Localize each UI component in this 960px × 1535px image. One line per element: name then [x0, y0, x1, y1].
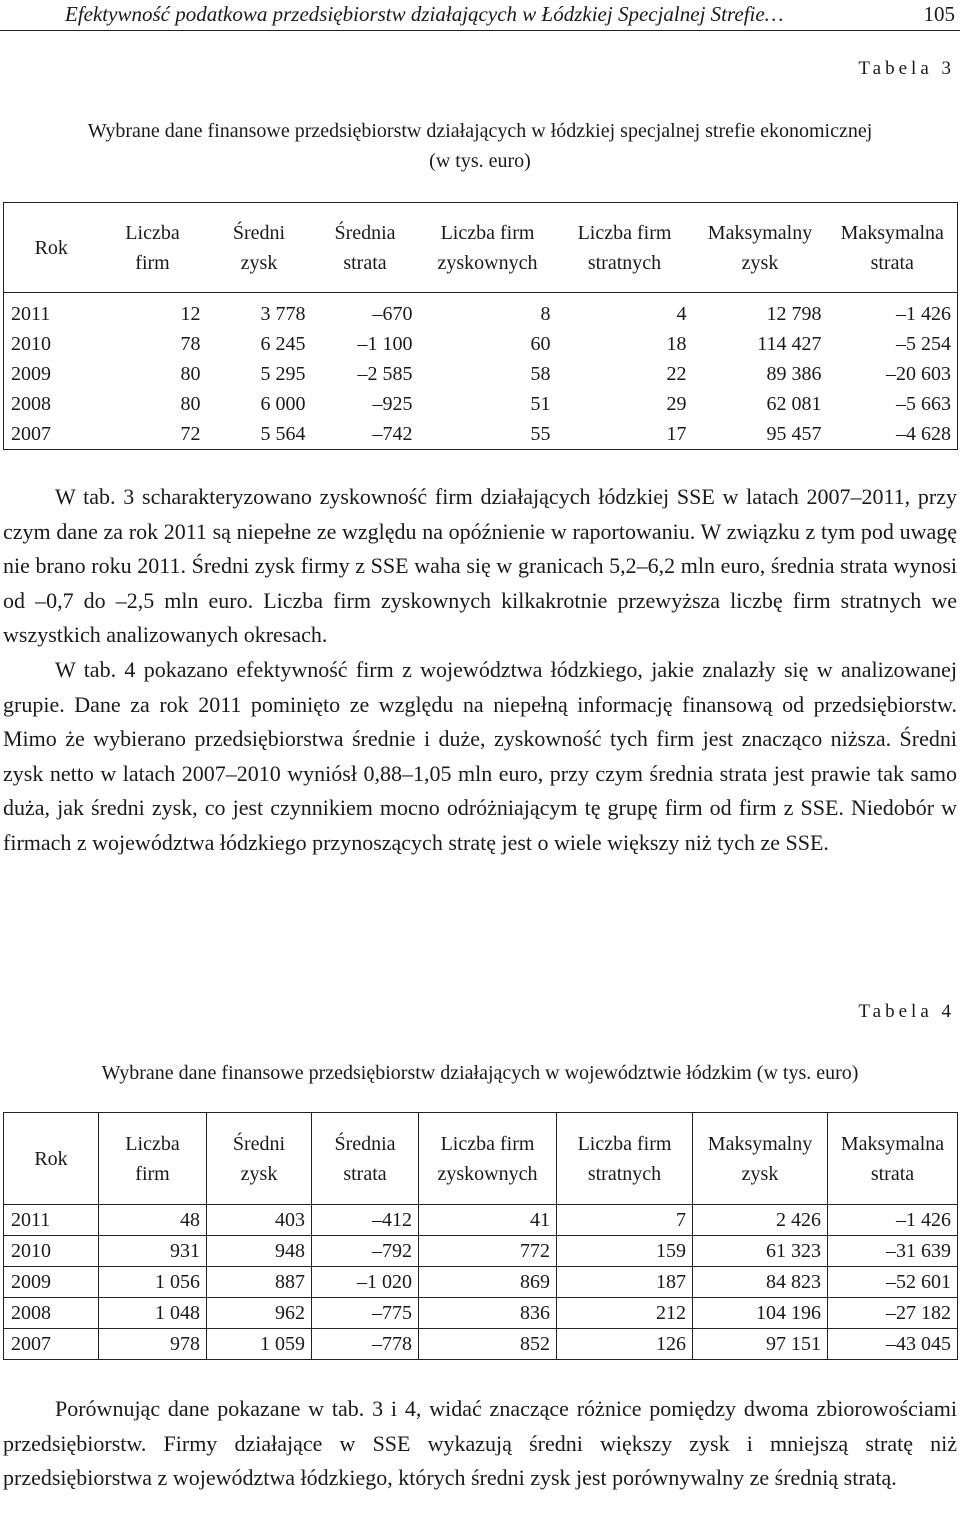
table-row [4, 1329, 958, 1360]
value-cell: 97 151 [693, 1329, 828, 1360]
column-header [693, 203, 828, 293]
column-header-line2: stratnych [587, 251, 662, 274]
value-cell: 836 [419, 1298, 557, 1329]
value-cell: 5 295 [260, 363, 306, 385]
year-cell: 2008 [11, 393, 51, 415]
running-title: Efektywność podatkowa przedsiębiorstw działających w Łódzkiej Specjalnej Strefie… [65, 2, 784, 26]
value-cell: –1 100 [357, 333, 413, 355]
column-header [312, 1113, 419, 1205]
year-cell: 2007 [11, 423, 51, 445]
column-header-line1: Liczba firm [577, 1132, 672, 1155]
year-cell: 2011 [11, 303, 51, 325]
value-cell: 114 427 [757, 333, 822, 355]
value-cell: 95 457 [766, 423, 822, 445]
column-header-line1: Rok [34, 236, 68, 259]
paragraph-1 [3, 480, 957, 861]
year-cell: 2009 [11, 363, 51, 385]
value-cell: 2 426 [693, 1205, 828, 1236]
column-header [828, 203, 958, 293]
value-cell: –43 045 [828, 1329, 958, 1360]
value-cell: –792 [312, 1236, 419, 1267]
page-number: 105 [923, 2, 955, 26]
column-header-line2: strata [870, 251, 914, 274]
column-header-line2: zyskownych [437, 1162, 538, 1185]
paragraph-2 [3, 1392, 957, 1496]
value-cell: 48 [99, 1205, 207, 1236]
column-header-line1: Liczba [125, 1132, 180, 1155]
value-cell: 187 [557, 1267, 693, 1298]
value-cell: 62 081 [766, 393, 822, 415]
table-row [4, 389, 958, 419]
value-cell: 17 [666, 423, 687, 445]
value-cell: –27 182 [828, 1298, 958, 1329]
value-cell: 55 [530, 423, 551, 445]
column-header-line1: Liczba [125, 221, 180, 244]
column-header-line2: zysk [240, 1162, 278, 1185]
column-header-line1: Średnia [334, 221, 396, 244]
column-header [99, 203, 207, 293]
column-header-line2: zysk [240, 251, 278, 274]
value-cell: 80 [180, 393, 201, 415]
table-row [4, 1267, 958, 1298]
table3-caption [0, 116, 960, 176]
value-cell: 72 [180, 423, 201, 445]
table4-label: Tabela 4 [858, 1001, 955, 1022]
table3-body [4, 293, 958, 450]
value-cell: 22 [666, 363, 687, 385]
table-row [4, 1236, 958, 1267]
value-cell: 3 778 [260, 303, 306, 325]
value-cell: –778 [312, 1329, 419, 1360]
column-header-line2: zysk [741, 251, 779, 274]
year-cell: 2007 [4, 1329, 99, 1360]
column-header [557, 1113, 693, 1205]
value-cell: 6 000 [260, 393, 306, 415]
value-cell: –412 [312, 1205, 419, 1236]
year-cell: 2011 [4, 1205, 99, 1236]
table-row [4, 359, 958, 389]
value-cell: –670 [372, 303, 413, 325]
column-header-line2: zysk [741, 1162, 779, 1185]
table4-caption-text: Wybrane dane finansowe przedsiębiorstw działających w województwie łódzkim (w tys. euro) [101, 1062, 859, 1084]
value-cell: 104 196 [693, 1298, 828, 1329]
value-cell: 6 245 [260, 333, 306, 355]
value-cell: 887 [207, 1267, 312, 1298]
value-cell: –1 020 [312, 1267, 419, 1298]
column-header [4, 203, 99, 293]
value-cell: 78 [180, 333, 201, 355]
column-header-line2: strata [870, 1162, 915, 1185]
value-cell: 978 [99, 1329, 207, 1360]
value-cell: 61 323 [693, 1236, 828, 1267]
table-row [4, 1205, 958, 1236]
column-header-line1: Maksymalny [707, 1132, 813, 1155]
column-header-line1: Maksymalna [840, 221, 944, 244]
table-row [4, 299, 958, 329]
running-header [0, 0, 960, 31]
value-cell: 12 [180, 303, 201, 325]
value-cell: 126 [557, 1329, 693, 1360]
value-cell: 159 [557, 1236, 693, 1267]
year-cell: 2010 [11, 333, 51, 355]
value-cell: 403 [207, 1205, 312, 1236]
value-cell: –52 601 [828, 1267, 958, 1298]
value-cell: 18 [666, 333, 687, 355]
paragraph: Porównując dane pokazane w tab. 3 i 4, widać znaczące różnice pomiędzy dwoma zbiorowościami przedsiębiorstw. Firmy działające w SSE wykazują średni większy zysk i mniejszą stratę niż przedsiębiorstwa z województwa łódzkiego, których średni zysk jest porównywalny ze średnią stratą. [3, 1396, 957, 1491]
column-header-line1: Średnia [334, 1132, 396, 1155]
column-header-line1: Liczba firm [440, 1132, 535, 1155]
column-header-line1: Maksymalna [840, 1132, 945, 1155]
value-cell: –5 663 [896, 393, 951, 415]
table4-caption [0, 1058, 960, 1088]
column-header [693, 1113, 828, 1205]
column-header-line1: Rok [34, 1147, 68, 1170]
column-header [207, 1113, 312, 1205]
value-cell: 41 [419, 1205, 557, 1236]
table4-header-row [4, 1113, 958, 1205]
column-header-line1: Liczba firm [440, 221, 535, 244]
value-cell: 7 [557, 1205, 693, 1236]
value-cell: 29 [666, 393, 687, 415]
column-header [419, 203, 557, 293]
column-header [207, 203, 312, 293]
column-header-line2: firm [135, 1162, 170, 1185]
column-header [557, 203, 693, 293]
value-cell: 12 798 [766, 303, 822, 325]
value-cell: 1 048 [99, 1298, 207, 1329]
value-cell: –775 [312, 1298, 419, 1329]
table-row [4, 329, 958, 359]
value-cell: –1 426 [896, 303, 951, 325]
column-header-line1: Maksymalny [707, 221, 813, 244]
value-cell: 1 056 [99, 1267, 207, 1298]
paragraph: W tab. 4 pokazano efektywność firm z województwa łódzkiego, jakie znalazły się w analizowanej grupie. Dane za rok 2011 pominięto ze względu na niepełną informację finansową od przedsiębiorstw. Mimo że wybierano przedsiębiorstwa średnie i duże, zyskowność tych firm jest znacząco niższa. Średni zysk netto w latach 2007–2010 wyniósł 0,88–1,05 mln euro, przy czym średnia strata jest prawie tak samo duża, jak średni zysk, co jest czynnikiem mocno odróżniającym tę grupę firm od firm z SSE. Niedobór w firmach z województwa łódzkiego przynoszących stratę jest o wiele większy niż tych ze SSE. [3, 656, 957, 855]
paragraph: W tab. 3 scharakteryzowano zyskowność firm działających łódzkiej SSE w latach 2007–2011, przy czym dane za rok 2011 są niepełne ze względu na opóźnienie w raportowaniu. W związku z tym pod uwagę nie brano roku 2011. Średni zysk firmy z SSE waha się w granicach 5,2–6,2 mln euro, średnia strata wynosi od –0,7 do –2,5 mln euro. Liczba firm zyskownych kilkakrotnie przewyższa liczbę firm stratnych we wszystkich analizowanych okresach. [3, 484, 957, 648]
table-row [4, 419, 958, 450]
value-cell: 4 [676, 303, 687, 325]
table4-body [4, 1205, 958, 1360]
table3-label: Tabela 3 [858, 58, 955, 79]
value-cell: –742 [372, 423, 413, 445]
value-cell: 931 [99, 1236, 207, 1267]
column-header-line1: Liczba firm [577, 221, 672, 244]
year-cell: 2009 [4, 1267, 99, 1298]
value-cell: –20 603 [886, 363, 951, 385]
value-cell: 5 564 [260, 423, 306, 445]
value-cell: 84 823 [693, 1267, 828, 1298]
value-cell: –925 [372, 393, 413, 415]
value-cell: –5 254 [896, 333, 951, 355]
column-header-line1: Średni [232, 221, 286, 244]
column-header [828, 1113, 958, 1205]
value-cell: 89 386 [766, 363, 822, 385]
column-header [99, 1113, 207, 1205]
value-cell: 58 [530, 363, 551, 385]
table3-caption-text: Wybrane dane finansowe przedsiębiorstw działających w łódzkiej specjalnej strefie ekonomicznej (w tys. euro) [87, 120, 873, 172]
value-cell: 948 [207, 1236, 312, 1267]
value-cell: 852 [419, 1329, 557, 1360]
value-cell: 60 [530, 333, 551, 355]
column-header [312, 203, 419, 293]
value-cell: 80 [180, 363, 201, 385]
value-cell: 212 [557, 1298, 693, 1329]
value-cell: –1 426 [828, 1205, 958, 1236]
table3-header-row [4, 203, 958, 293]
column-header-line2: firm [135, 251, 170, 274]
column-header-line1: Średni [232, 1132, 286, 1155]
value-cell: –2 585 [357, 363, 413, 385]
column-header [4, 1113, 99, 1205]
column-header-line2: stratnych [587, 1162, 662, 1185]
value-cell: 869 [419, 1267, 557, 1298]
value-cell: 1 059 [207, 1329, 312, 1360]
column-header-line2: strata [343, 1162, 387, 1185]
year-cell: 2008 [4, 1298, 99, 1329]
value-cell: –31 639 [828, 1236, 958, 1267]
table3 [3, 202, 958, 450]
table4 [3, 1112, 958, 1360]
value-cell: 962 [207, 1298, 312, 1329]
table-row [4, 1298, 958, 1329]
column-header [419, 1113, 557, 1205]
value-cell: 51 [530, 393, 551, 415]
value-cell: 772 [419, 1236, 557, 1267]
column-header-line2: zyskownych [437, 251, 538, 274]
column-header-line2: strata [343, 251, 387, 274]
value-cell: 8 [540, 303, 551, 325]
year-cell: 2010 [4, 1236, 99, 1267]
value-cell: –4 628 [896, 423, 951, 445]
